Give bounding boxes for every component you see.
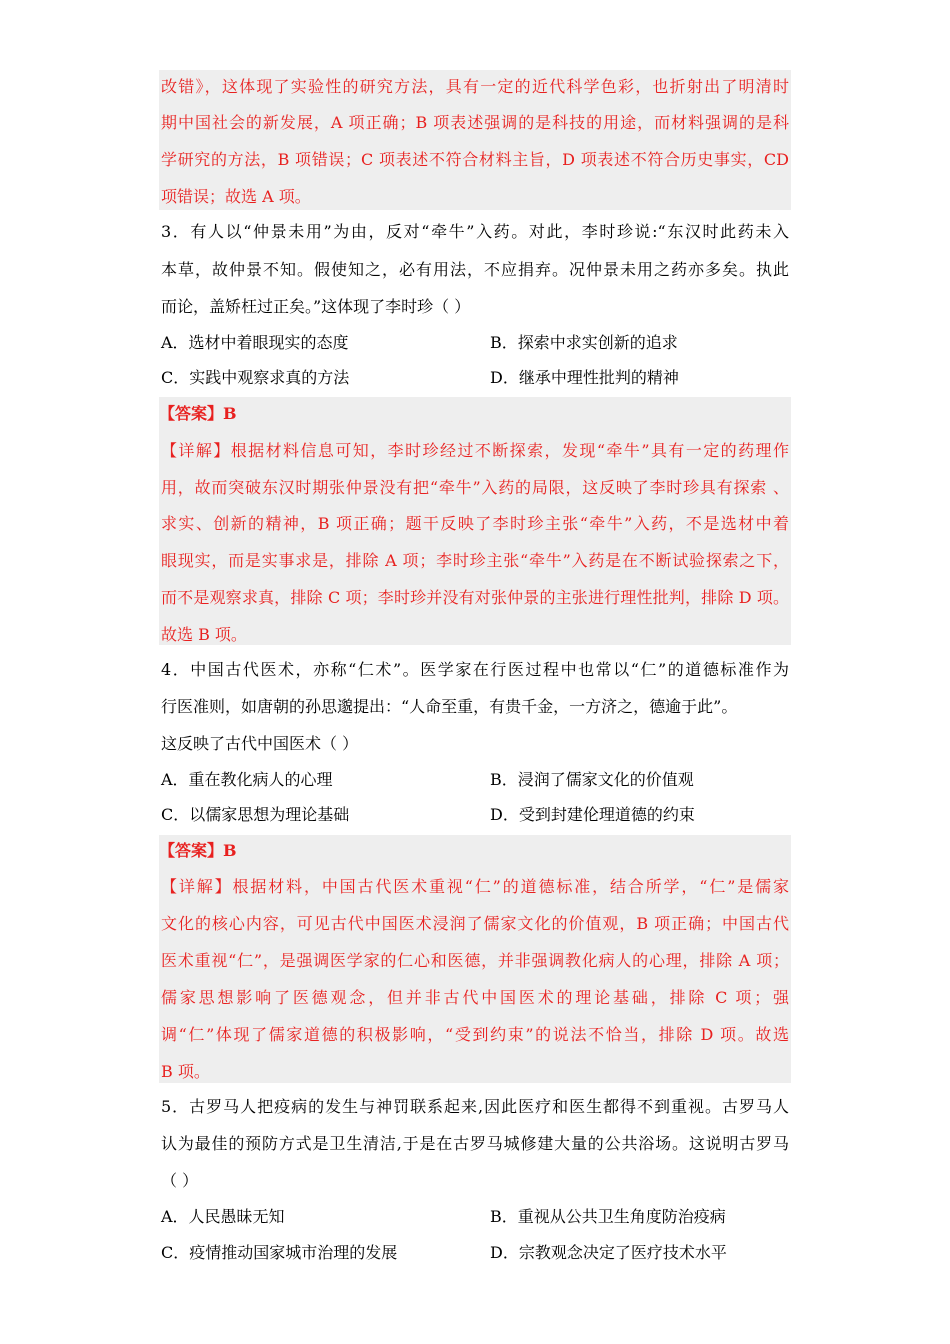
q5-option-b: B．重视从公共卫生角度防治疫病: [490, 1207, 726, 1226]
q5-stem-line: （ ）: [161, 1171, 199, 1190]
q3-option-b: B．探索中求实创新的追求: [490, 333, 678, 352]
q3-detail-line: 眼现实，而是实事求是，排除 A 项；李时珍主张“牵牛”入药是在不断试验探索之下，: [161, 551, 789, 570]
q3-option-d: D．继承中理性批判的精神: [490, 368, 679, 387]
q2-detail-line: 改错》，这体现了实验性的研究方法，具有一定的近代科学色彩，也折射出了明清时: [161, 77, 789, 96]
q2-detail-line: 学研究的方法，B 项错误；C 项表述不符合材料主旨，D 项表述不符合历史事实，CD: [161, 150, 789, 169]
q2-detail-line: 期中国社会的新发展，A 项正确；B 项表述强调的是科技的用途，而材料强调的是科: [161, 113, 789, 132]
q3-detail-line: 而不是观察求真，排除 C 项；李时珍并没有对张仲景的主张进行理性批判，排除 D 项。: [161, 588, 789, 607]
q3-option-c: C．实践中观察求真的方法: [161, 368, 350, 387]
q4-option-c: C．以儒家思想为理论基础: [161, 805, 350, 824]
q4-stem-line: 行医准则，如唐朝的孙思邈提出：“人命至重，有贵千金，一方济之，德逾于此”。: [161, 697, 738, 716]
q4-detail-line: 儒家思想影响了医德观念，但并非古代中国医术的理论基础，排除 C 项；强: [161, 988, 789, 1007]
q3-option-a: A．选材中着眼现实的态度: [161, 333, 349, 352]
q5-option-c: C．疫情推动国家城市治理的发展: [161, 1243, 398, 1262]
q4-stem-line: 4．中国古代医术，亦称“仁术”。医学家在行医过程中也常以“仁”的道德标准作为: [161, 660, 789, 679]
q4-detail-line: 调“仁”体现了儒家道德的积极影响，“受到约束”的说法不恰当，排除 D 项。故选: [161, 1025, 789, 1044]
q3-detail-line: 求实、创新的精神，B 项正确；题干反映了李时珍主张“牵牛”入药，不是选材中着: [161, 514, 789, 533]
q4-option-d: D．受到封建伦理道德的约束: [490, 805, 695, 824]
q3-detail-line: 【详解】根据材料信息可知，李时珍经过不断探索，发现“牵牛”具有一定的药理作: [161, 441, 789, 460]
q5-stem-line: 认为最佳的预防方式是卫生清洁,于是在古罗马城修建大量的公共浴场。这说明古罗马: [161, 1134, 789, 1153]
q4-detail-line: 医术重视“仁”，是强调医学家的仁心和医德，并非强调教化病人的心理，排除 A 项；: [161, 951, 789, 970]
q5-option-d: D．宗教观念决定了医疗技术水平: [490, 1243, 727, 1262]
q4-option-a: A．重在教化病人的心理: [161, 770, 333, 789]
q2-detail-line: 项错误；故选 A 项。: [161, 187, 311, 206]
q4-option-b: B．浸润了儒家文化的价值观: [490, 770, 694, 789]
q3-stem-line: 本草，故仲景不知。假使知之，必有用法，不应捐弃。况仲景未用之药亦多矣。执此: [161, 260, 789, 279]
q4-detail-line: 【详解】根据材料，中国古代医术重视“仁”的道德标准，结合所学，“仁”是儒家: [161, 877, 789, 896]
q3-answer: 【答案】B: [159, 404, 237, 423]
q5-stem-line: 5．古罗马人把疫病的发生与神罚联系起来,因此医疗和医生都得不到重视。古罗马人: [161, 1097, 789, 1116]
q4-answer: 【答案】B: [159, 841, 237, 860]
q4-detail-line: B 项。: [161, 1062, 210, 1081]
q3-detail-line: 用，故而突破东汉时期张仲景没有把“牵牛”入药的局限，这反映了李时珍具有探索 、: [161, 478, 789, 497]
q3-stem-line: 而论，盖矫枉过正矣。”这体现了李时珍（ ）: [161, 297, 471, 316]
q5-option-a: A．人民愚昧无知: [161, 1207, 285, 1226]
q4-stem-line: 这反映了古代中国医术（ ）: [161, 734, 359, 753]
q4-detail-line: 文化的核心内容，可见古代中国医术浸润了儒家文化的价值观，B 项正确；中国古代: [161, 914, 789, 933]
q3-detail-line: 故选 B 项。: [161, 625, 247, 644]
q3-stem-line: 3．有人以“仲景未用”为由，反对“牵牛”入药。对此，李时珍说:“东汉时此药未入: [161, 222, 789, 241]
